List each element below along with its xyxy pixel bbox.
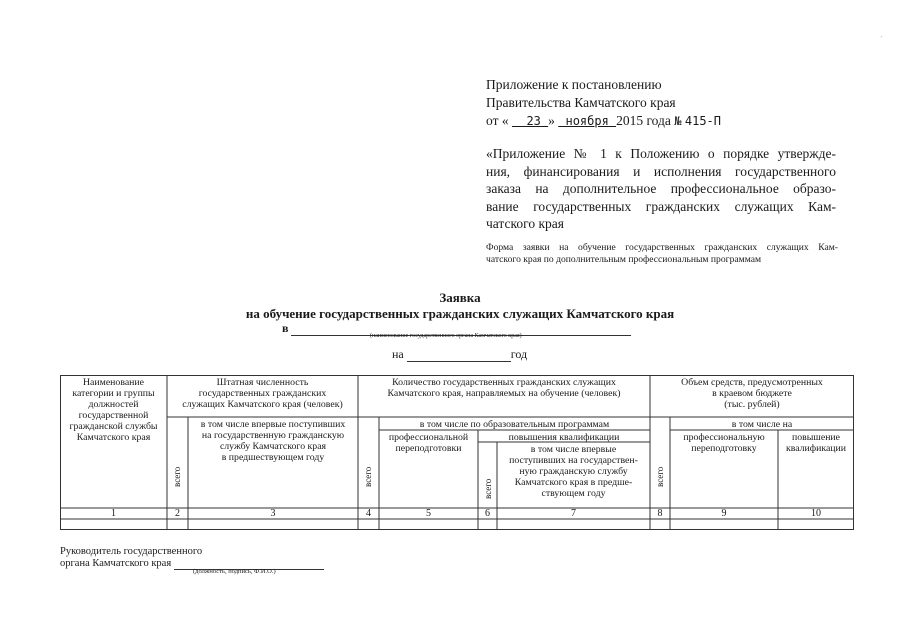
column-number: 6 (485, 508, 490, 519)
signature-line-2: органа Камчатского края (60, 558, 324, 570)
request-form-table (60, 375, 854, 531)
title-subheading: на обучение государственных гражданских служащих Камчатского края (245, 306, 675, 321)
header-category: Наименование категории и группы должностей государственной гражданской службы Камчатского края (69, 377, 158, 443)
header-by-program: в том числе по образовательным программам (419, 419, 610, 430)
on-label: на (392, 347, 404, 361)
signature-line-1: Руководитель государственного (60, 546, 203, 557)
form-note-line: Форма заявки на обучение государственных гражданских служащих Кам- (486, 242, 838, 253)
header-staff-count: Штатная численность государственных гражданских служащих Камчатского края (человек) (182, 377, 343, 410)
quote-line: заказа на дополнительное профессиональное образо- (486, 181, 836, 196)
column-number: 10 (811, 508, 821, 519)
quote-line: «Приложение № 1 к Положению о порядке утвержде- (486, 146, 836, 161)
appendix-line-1: Приложение к постановлению (486, 77, 662, 92)
decree-number: 415-П (684, 114, 721, 128)
header-budget-qualification: повышение квалификации (785, 432, 847, 454)
column-number: 3 (270, 508, 276, 519)
signature-block (60, 546, 324, 570)
header-including: в том числе на (731, 419, 793, 430)
number-sign: № (674, 114, 682, 128)
year-field (392, 347, 527, 362)
date-mid: » (548, 113, 555, 128)
form-note (486, 242, 838, 266)
column-number: 8 (657, 508, 663, 519)
header-total-trainees: всего (363, 466, 373, 487)
document-title (200, 290, 720, 322)
header-trainee-count: Количество государственных гражданских служащих Камчатского края, направляемых на обучение (человек) (387, 377, 621, 399)
year-label: год (510, 347, 528, 361)
column-number: 4 (366, 508, 371, 519)
column-number: 2 (175, 508, 180, 519)
appendix-line-2: Правительства Камчатского края (486, 95, 676, 110)
quote-line: вание государственных гражданских служащих Кам- (486, 198, 836, 214)
quote-block (486, 145, 836, 233)
form-note-line: чатского края по дополнительным профессиональным программам (486, 254, 762, 265)
title-heading: Заявка (439, 290, 481, 305)
header-total-qualification: всего (483, 478, 493, 499)
appendix-date-line (486, 112, 721, 130)
header-qualification: повышения квалификации (508, 432, 620, 443)
header-retraining: профессиональной переподготовки (388, 432, 469, 454)
organization-caption: (наименование государственного органа Камчатского края) (370, 333, 522, 339)
header-qualification-new: в том числе впервые поступивших на государствен- ную гражданскую службу Камчатского края в предше- ствующем году (509, 444, 638, 499)
column-number: 7 (571, 508, 576, 519)
date-prefix: от « (486, 113, 509, 128)
signature-caption: (должность, подпись, Ф.И.О.) (193, 568, 276, 575)
header-staff-new: в том числе впервые поступивших на государственную гражданскую службу Камчатского края в предшествующем году (200, 419, 346, 463)
column-number: 5 (426, 508, 431, 519)
header-total-budget: всего (655, 466, 665, 487)
year-blank (407, 350, 511, 362)
quote-line: чатского края (486, 216, 564, 231)
appendix-header (486, 76, 721, 130)
in-label: в (282, 321, 289, 335)
date-day: 23 (526, 114, 541, 128)
column-number: 9 (721, 508, 727, 519)
quote-line: ния, финансирования и исполнения государственного (486, 163, 836, 179)
corner-mark: ´ (880, 35, 883, 44)
column-number: 1 (111, 508, 116, 519)
header-budget: Объем средств, предусмотренных в краевом бюджете (тыс. рублей) (681, 377, 823, 410)
header-budget-retraining: профессиональную переподготовку (683, 432, 765, 454)
date-year: 2015 года (616, 113, 671, 128)
date-month: ноября (565, 114, 609, 128)
header-total-staff: всего (172, 466, 182, 487)
